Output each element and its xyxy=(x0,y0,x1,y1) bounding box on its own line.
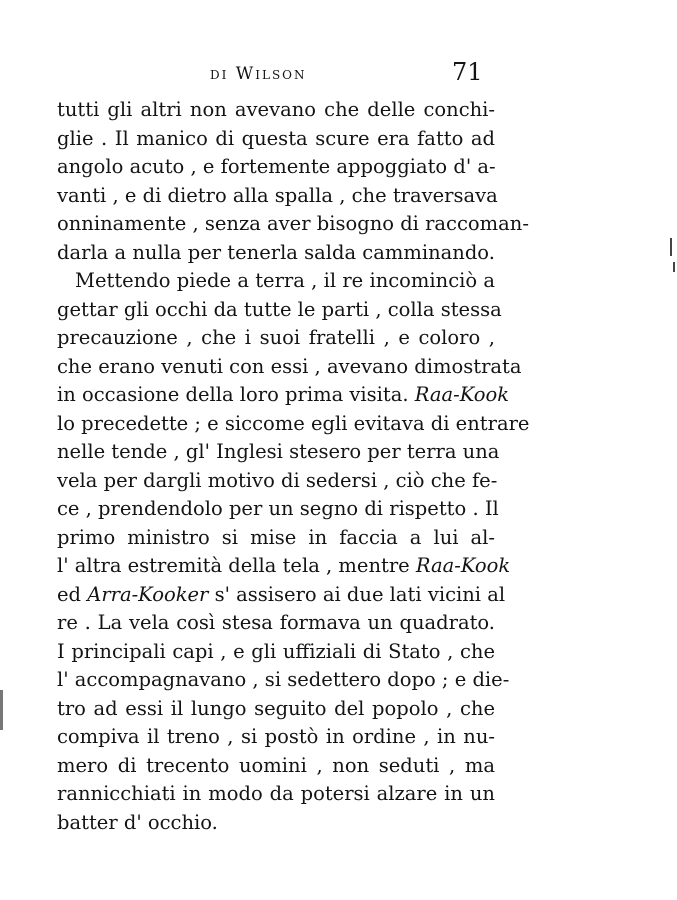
person-name: Raa-Kook xyxy=(414,383,510,406)
text-segment: ed xyxy=(57,582,88,606)
text-segment: onninamente , senza aver bisogno di raccoman- xyxy=(57,212,529,235)
text-line xyxy=(57,609,495,637)
text-segment: angolo acuto , e fortemente appoggiato d' a- xyxy=(57,155,496,178)
text-segment: batter d' occhio. xyxy=(57,810,218,834)
scan-edge-mark xyxy=(0,690,3,730)
text-segment: tro ad essi il lungo seguito del popolo , che xyxy=(57,696,495,720)
text-line xyxy=(57,752,495,780)
text-line xyxy=(57,296,502,324)
text-line xyxy=(57,182,498,210)
text-line xyxy=(57,780,495,808)
text-line xyxy=(57,324,495,352)
text-segment: ce , prendendolo per un segno di rispetto . Il xyxy=(57,497,499,520)
text-segment: in occasione della loro prima visita. xyxy=(57,383,415,406)
scan-edge-mark xyxy=(673,262,675,272)
text-segment: tutti gli altri non avevano che delle conchi- xyxy=(57,98,495,121)
text-line xyxy=(57,210,529,238)
text-line xyxy=(57,695,495,723)
text-segment: l' accompagnavano , si sedettero dopo ; e die- xyxy=(57,668,510,691)
text-line xyxy=(57,638,495,666)
text-segment: mero di trecento uomini , non seduti , ma xyxy=(57,753,495,777)
text-segment: I principali capi , e gli uffiziali di Stato , che xyxy=(57,639,495,663)
text-line xyxy=(57,467,498,495)
running-title: di Wilson xyxy=(210,64,307,84)
text-line xyxy=(75,267,495,295)
text-line xyxy=(57,410,530,438)
text-line xyxy=(57,581,506,609)
text-segment: gettar gli occhi da tutte le parti , colla stessa xyxy=(57,297,502,321)
text-segment: vanti , e di dietro alla spalla , che traversava xyxy=(57,183,498,207)
text-segment: glie . Il manico di questa scure era fatto ad xyxy=(57,126,495,150)
text-line xyxy=(57,809,495,837)
text-segment: lo precedette ; e siccome egli evitava di entrare xyxy=(57,411,530,435)
person-name: Arra-Kooker xyxy=(87,582,209,606)
text-segment: che erano venuti con essi , avevano dimostrata xyxy=(57,354,522,378)
text-line xyxy=(57,666,510,694)
text-line xyxy=(57,239,495,267)
text-line xyxy=(57,125,495,153)
text-segment: Mettendo piede a terra , il re incominciò a xyxy=(75,269,495,292)
text-line xyxy=(57,524,495,552)
text-segment: s' assisero ai due lati vicini al xyxy=(208,582,506,606)
text-line xyxy=(57,438,500,466)
text-line xyxy=(57,353,522,381)
text-segment: compiva il treno , si postò in ordine , in nu- xyxy=(57,725,495,748)
person-name: Raa-Kook xyxy=(415,554,511,577)
scan-edge-mark xyxy=(670,238,672,256)
text-segment: nelle tende , gl' Inglesi stesero per terra una xyxy=(57,440,500,463)
text-segment: re . La vela così stesa formava un quadrato. xyxy=(57,611,495,634)
text-segment: rannicchiati in modo da potersi alzare in un xyxy=(57,782,495,805)
text-segment: darla a nulla per tenerla salda camminando. xyxy=(57,240,495,264)
text-segment: primo ministro si mise in faccia a lui al- xyxy=(57,525,495,549)
text-line xyxy=(57,723,495,751)
text-segment: vela per dargli motivo di sedersi , ciò che fe- xyxy=(57,468,498,492)
text-line xyxy=(57,381,510,409)
text-segment: l' altra estremità della tela , mentre xyxy=(57,554,416,577)
text-segment: precauzione , che i suoi fratelli , e coloro , xyxy=(57,326,495,349)
text-line xyxy=(57,552,511,580)
text-line xyxy=(57,153,495,181)
text-line xyxy=(57,495,499,523)
page-number: 71 xyxy=(452,58,483,86)
text-line xyxy=(57,96,495,124)
